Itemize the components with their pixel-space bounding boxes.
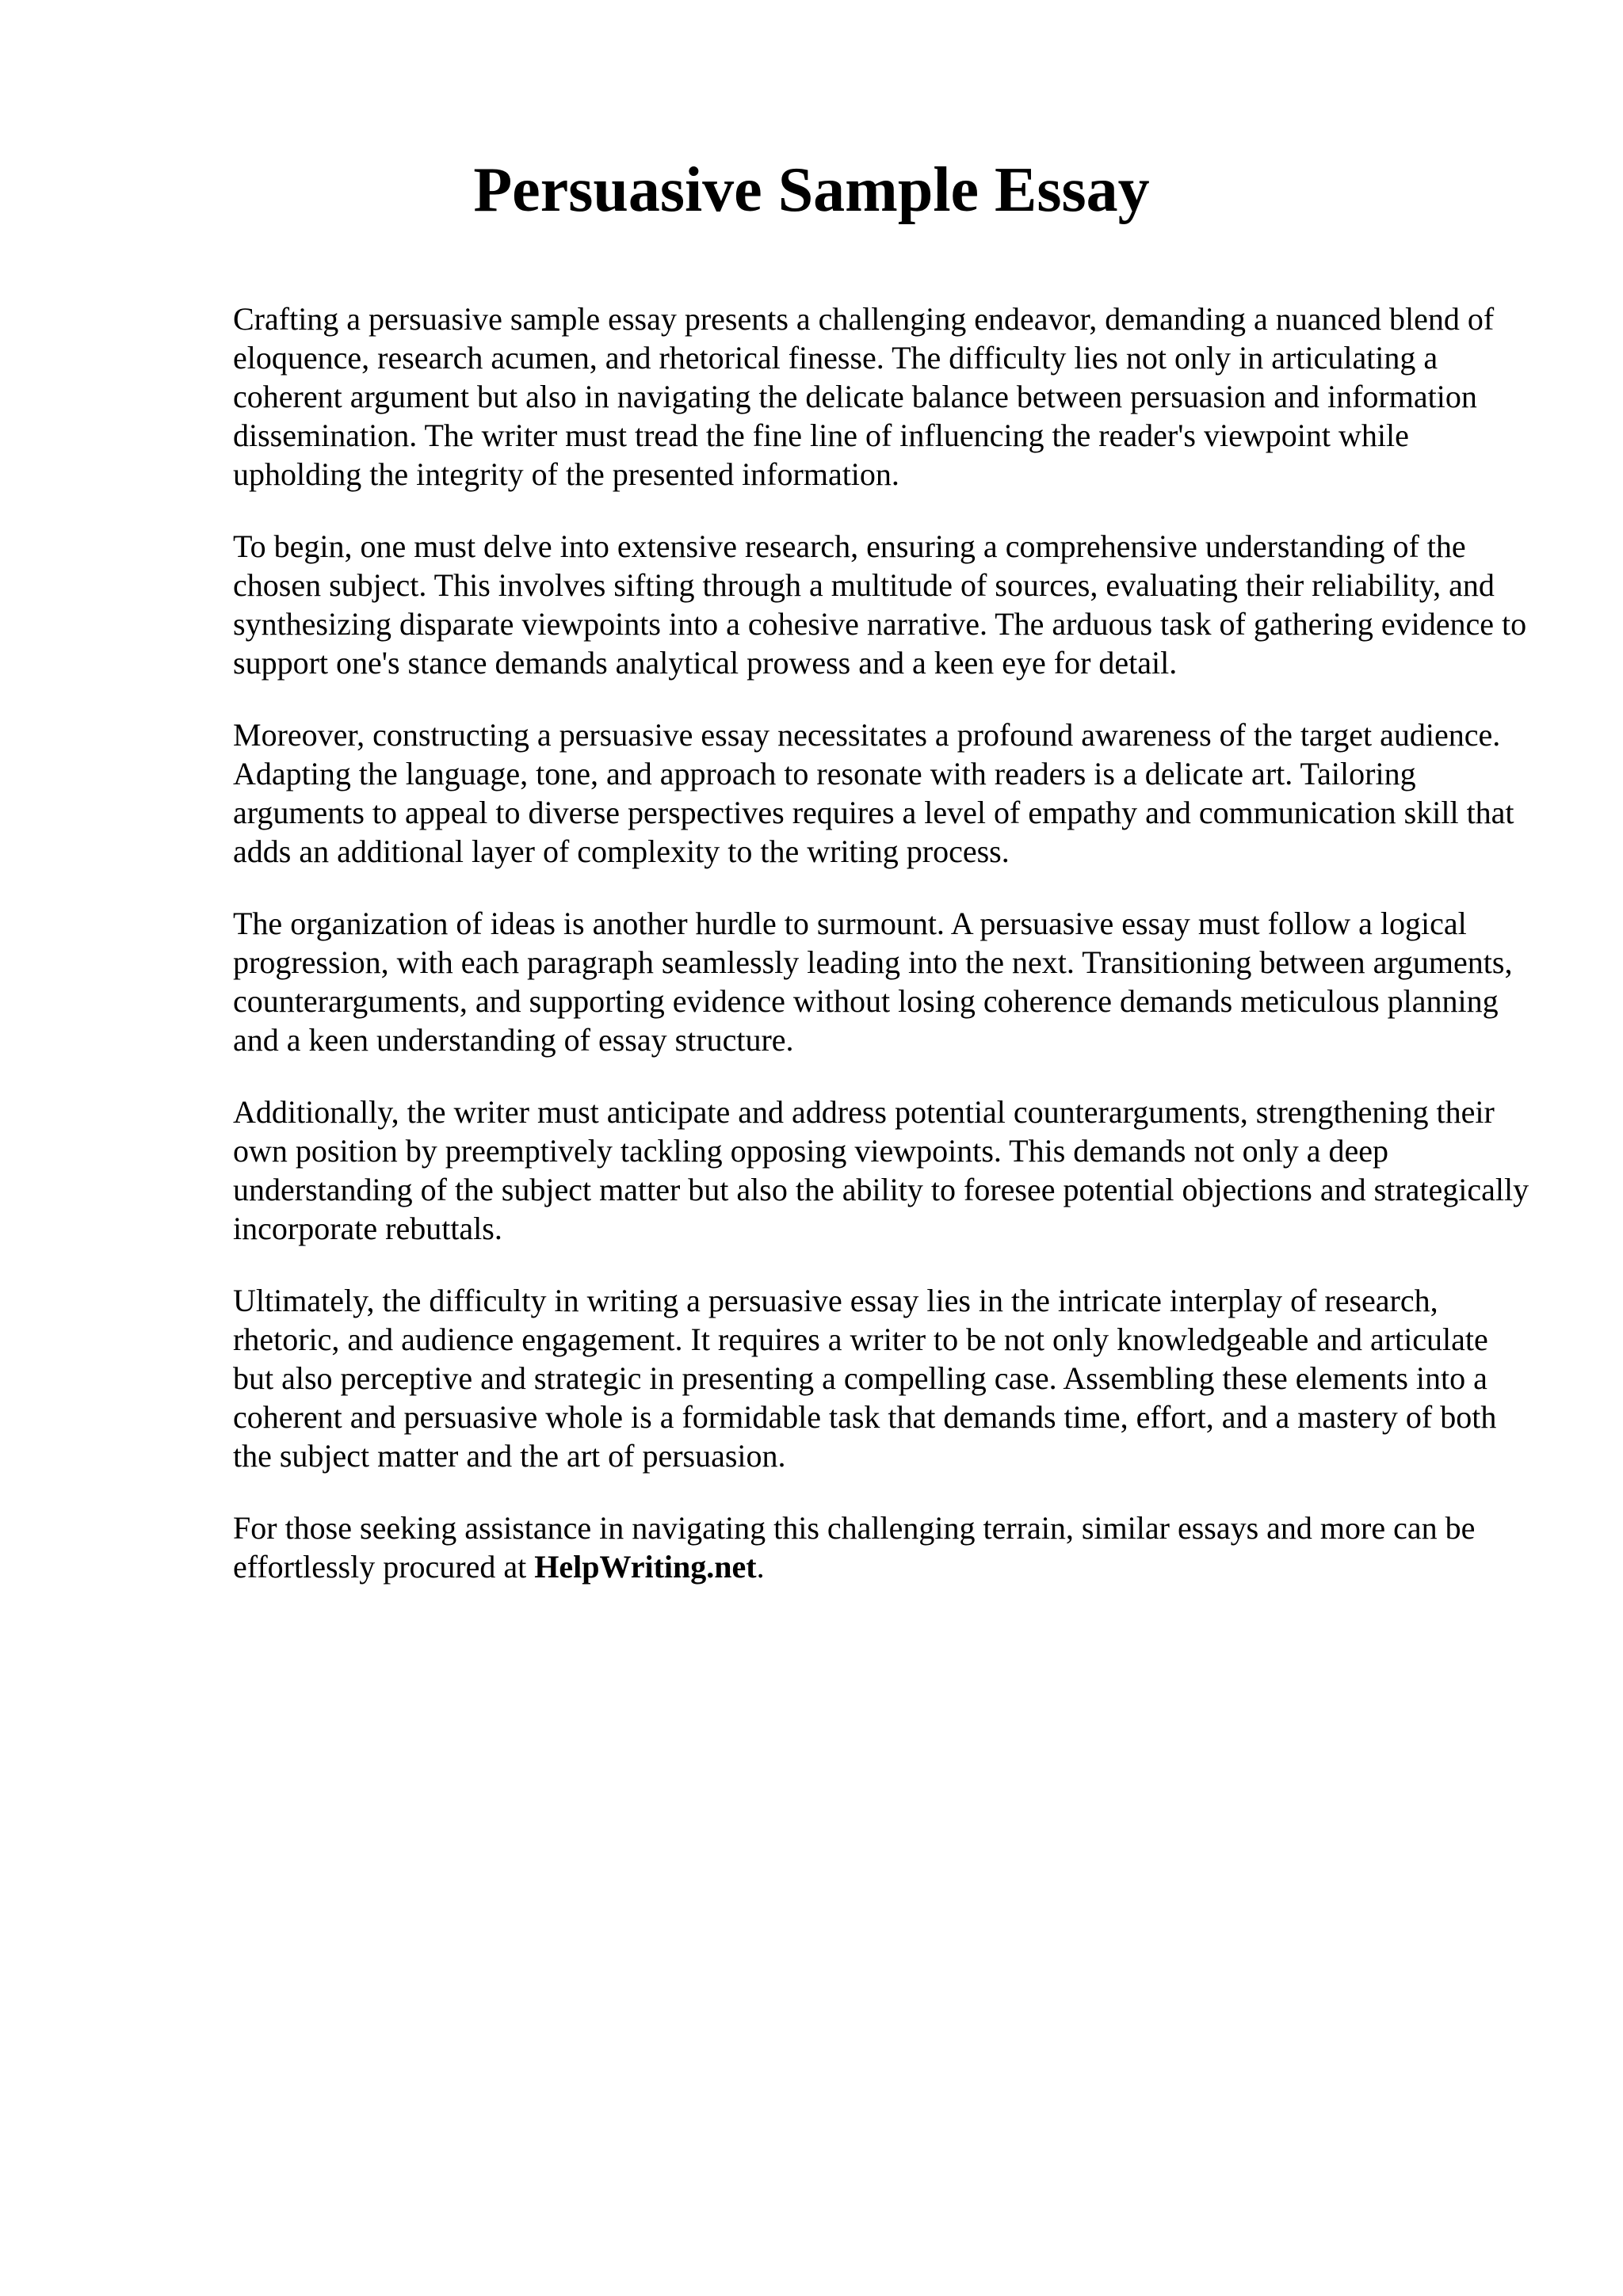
closing-text: For those seeking assistance in navigating this challenging terrain, similar essays and more can be effortlessly procured at: [233, 1510, 1476, 1585]
essay-body: [233, 299, 1533, 1619]
closing-period: .: [756, 1549, 765, 1585]
page-title: Persuasive Sample Essay: [473, 155, 1150, 225]
paragraph-4: The organization of ideas is another hurdle to surmount. A persuasive essay must follow a logical progression, with each paragraph seamlessly leading into the next. Transitioning between arguments, counterarguments, and supporting evidence without losing coherence demands meticulous planning and a keen understanding of essay structure.: [233, 906, 1513, 1058]
paragraph-2: To begin, one must delve into extensive research, ensuring a comprehensive understanding of the chosen subject. This involves sifting through a multitude of sources, evaluating their reliability, and synthesizing disparate viewpoints into a cohesive narrative. The arduous task of gathering evidence to support one's stance demands analytical prowess and a keen eye for detail.: [233, 528, 1527, 681]
closing-paragraph: [233, 1508, 1533, 1586]
paragraph-1: Crafting a persuasive sample essay presents a challenging endeavor, demanding a nuanced blend of eloquence, research acumen, and rhetorical finesse. The difficulty lies not only in articulating a coherent argument but also in navigating the delicate balance between persuasion and information dissemination. The writer must tread the fine line of influencing the reader's viewpoint while upholding the integrity of the presented information.: [233, 301, 1495, 492]
paragraph-5: Additionally, the writer must anticipate and address potential counterarguments, strengthening their own position by preemptively tackling opposing viewpoints. This demands not only a deep understanding of the subject matter but also the ability to foresee potential objections and strategically incorporate rebuttals.: [233, 1094, 1529, 1246]
paragraph-6: Ultimately, the difficulty in writing a persuasive essay lies in the intricate interplay of research, rhetoric, and audience engagement. It requires a writer to be not only knowledgeable and articulate but also perceptive and strategic in presenting a compelling case. Assembling these elements into a coherent and persuasive whole is a formidable task that demands time, effort, and a mastery of both the subject matter and the art of persuasion.: [233, 1283, 1497, 1474]
helpwriting-link[interactable]: HelpWriting.net: [534, 1549, 757, 1585]
paragraph-3: Moreover, constructing a persuasive essay necessitates a profound awareness of the target audience. Adapting the language, tone, and approach to resonate with readers is a delicate art. Tailoring arguments to appeal to diverse perspectives requires a level of empathy and communication skill that adds an additional layer of complexity to the writing process.: [233, 717, 1514, 869]
